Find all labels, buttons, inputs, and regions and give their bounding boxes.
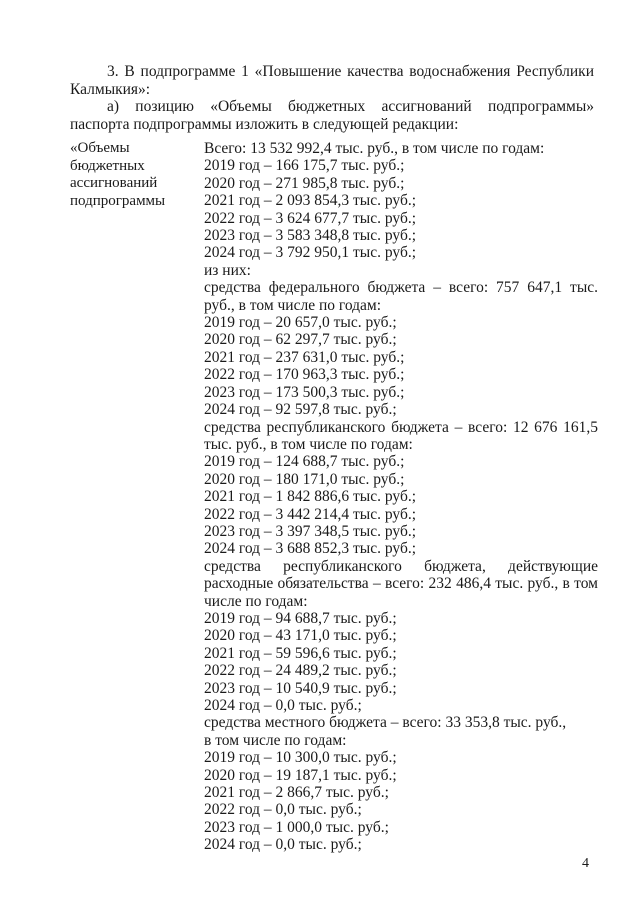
total-line: Всего: 13 532 992,4 тыс. руб., в том числе по годам: [204, 140, 545, 157]
label-line: подпрограммы [70, 192, 166, 209]
year-line: 2024 год – 0,0 тыс. руб.; [204, 697, 362, 714]
year-line: 2020 год – 43 171,0 тыс. руб.; [204, 627, 397, 645]
year-line: 2019 год – 166 175,7 тыс. руб.; [204, 157, 405, 175]
year-line: 2022 год – 3 624 677,7 тыс. руб.; [204, 209, 417, 227]
year-line: 2023 год – 3 583 348,8 тыс. руб.; [204, 227, 417, 245]
label-line: «Объемы [70, 140, 130, 156]
federal-budget-line: средства федерального бюджета – всего: 757 647,1 тыс. руб., в том числе по годам: [204, 279, 598, 314]
year-line: 2021 год – 2 866,7 тыс. руб.; [204, 784, 389, 802]
year-line: 2021 год – 2 093 854,3 тыс. руб.; [204, 192, 417, 210]
year-line: 2021 год – 1 842 886,6 тыс. руб.; [204, 488, 417, 506]
year-line: 2020 год – 271 985,8 тыс. руб.; [204, 174, 405, 192]
year-line: 2022 год – 3 442 214,4 тыс. руб.; [204, 505, 417, 523]
year-line: 2024 год – 3 688 852,3 тыс. руб.; [204, 540, 417, 558]
year-line: 2024 год – 0,0 тыс. руб.; [204, 836, 362, 854]
year-line: 2020 год – 19 187,1 тыс. руб.; [204, 766, 397, 784]
year-line: 2023 год – 3 397 348,5 тыс. руб.; [204, 522, 417, 540]
paragraph-position-a: а) позицию «Объемы бюджетных ассигнований подпрограммы» паспорта подпрограммы изложить в следующей редакции: [70, 98, 594, 133]
year-line: 2023 год – 173 500,3 тыс. руб.; [204, 383, 405, 401]
local-budget-line: средства местного бюджета – всего: 33 353,8 тыс. руб., [204, 714, 567, 732]
year-line: 2022 год – 0,0 тыс. руб.; [204, 801, 362, 819]
year-line: 2019 год – 124 688,7 тыс. руб.; [204, 453, 405, 471]
year-line: 2021 год – 237 631,0 тыс. руб.; [204, 348, 405, 366]
page-number: 4 [582, 856, 589, 871]
republican-budget-line: средства республиканского бюджета – всего: 12 676 161,5 тыс. руб., в том числе по годам: [204, 418, 598, 453]
label-line: бюджетных [70, 157, 145, 174]
table-label-column [70, 140, 198, 210]
year-line: 2019 год – 10 300,0 тыс. руб.; [204, 749, 397, 767]
year-line: 2022 год – 24 489,2 тыс. руб.; [204, 662, 397, 680]
label-line: ассигнований [70, 175, 158, 191]
republican-obligations-line: средства республиканского бюджета, действующие расходные обязательства – всего: 232 486,4 тыс. руб., в том числе по годам: [204, 557, 598, 610]
year-line: 2023 год – 10 540,9 тыс. руб.; [204, 679, 397, 697]
year-line: 2020 год – 62 297,7 тыс. руб.; [204, 331, 397, 349]
table-values-column [204, 140, 598, 854]
year-line: 2021 год – 59 596,6 тыс. руб.; [204, 644, 397, 662]
paragraph-subprogram-1: 3. В подпрограмме 1 «Повышение качества водоснабжения Республики Калмыкия»: [70, 63, 594, 98]
year-line: 2022 год – 170 963,3 тыс. руб.; [204, 366, 405, 384]
year-line: 2019 год – 94 688,7 тыс. руб.; [204, 609, 397, 627]
year-line: 2019 год – 20 657,0 тыс. руб.; [204, 314, 397, 332]
year-line: 2024 год – 92 597,8 тыс. руб.; [204, 401, 397, 419]
year-line: 2020 год – 180 171,0 тыс. руб.; [204, 470, 405, 488]
of-them-line: из них: [204, 261, 251, 279]
by-years-line: в том числе по годам: [204, 731, 347, 749]
year-line: 2024 год – 3 792 950,1 тыс. руб.; [204, 244, 417, 262]
year-line: 2023 год – 1 000,0 тыс. руб.; [204, 818, 389, 836]
